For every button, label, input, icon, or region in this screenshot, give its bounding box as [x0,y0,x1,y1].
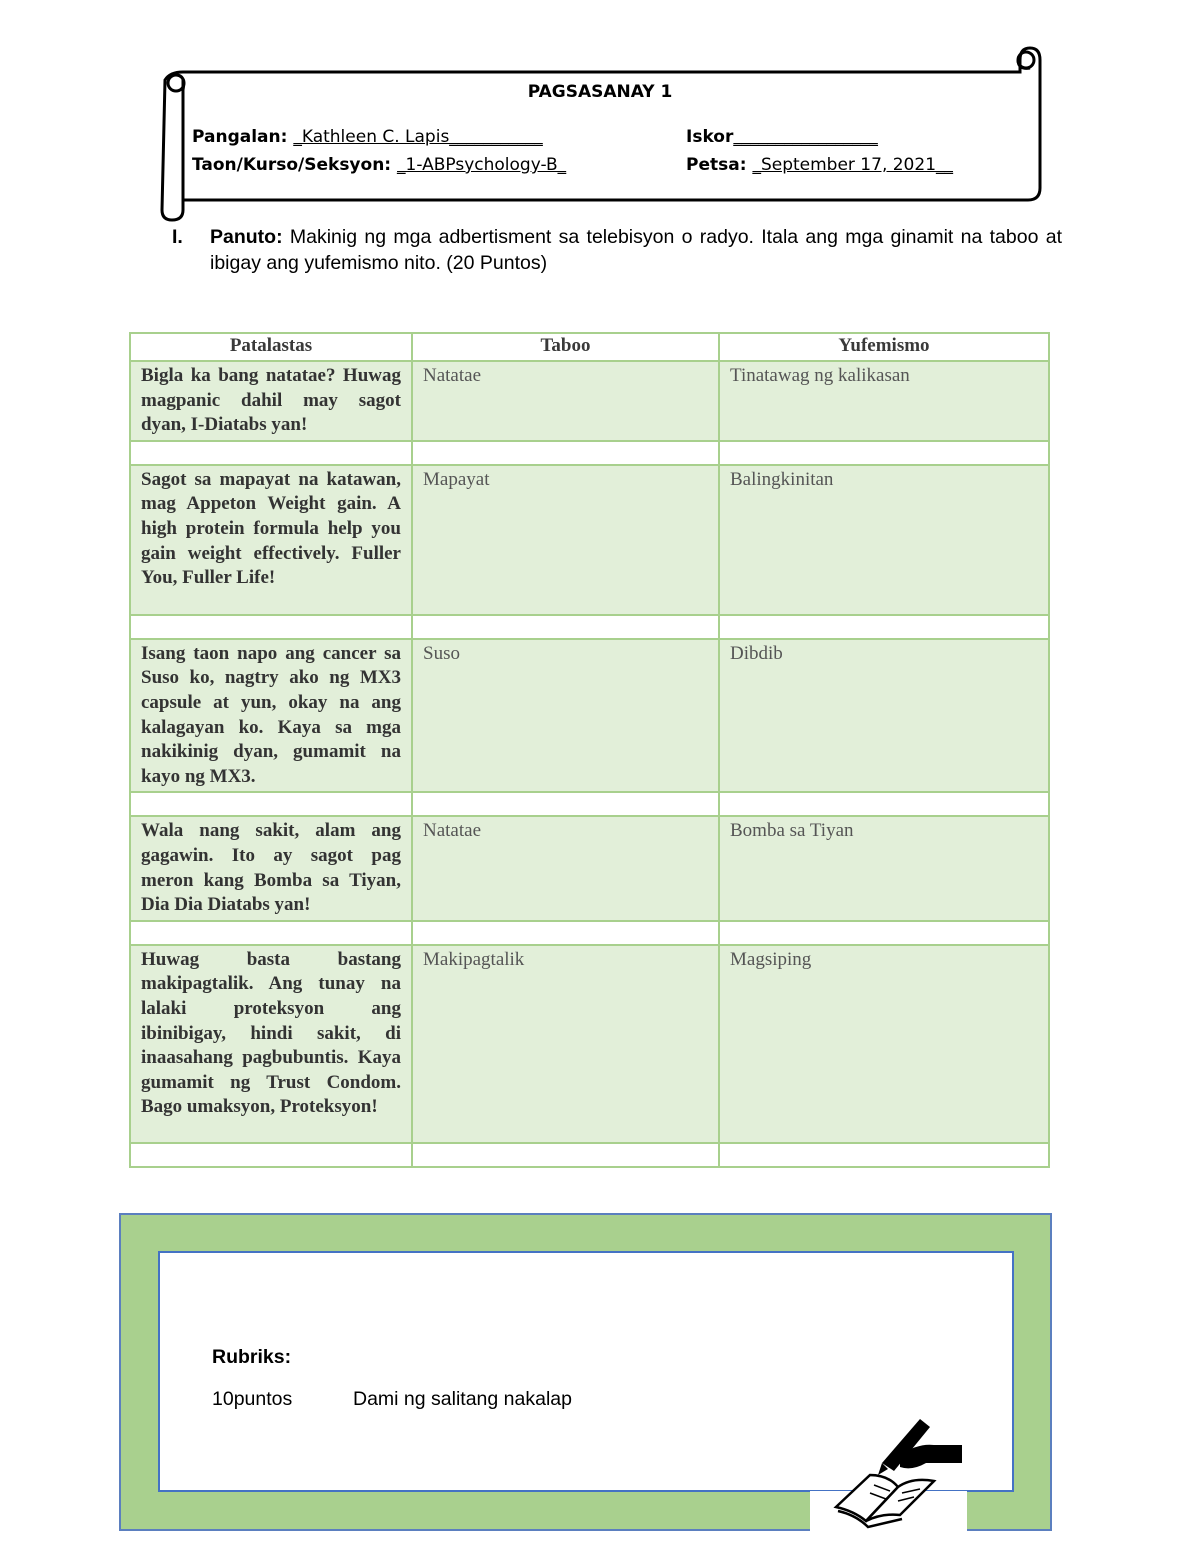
patalastas-cell: Isang taon napo ang cancer sa Suso ko, nagtry ako ng MX3 capsule at yun, okay na ang kalagayan ko. Kaya sa mga nakikinig dyan, gumamit na kayo ng MX3. [130,639,412,793]
column-header: Yufemismo [719,333,1049,361]
name-label: Pangalan: [192,127,288,147]
scroll-banner-icon [0,0,1200,230]
yufemismo-cell: Bomba sa Tiyan [719,816,1049,920]
spacer-row [130,441,1049,465]
table-row [130,639,1049,793]
course-value: _1-ABPsychology-B_ [397,155,567,175]
name-value: _Kathleen C. Lapis___________ [293,127,543,147]
instruction-label: Panuto: [210,226,283,248]
taboo-cell: Suso [412,639,719,793]
spacer-row [130,921,1049,945]
patalastas-cell: Huwag basta bastang makipagtalik. Ang tunay na lalaki proteksyon ang ibinibigay, hindi sakit, di inaasahang pagbubuntis. Kaya gumamit ng Trust Condom. Bago umaksyon, Proteksyon! [130,945,412,1143]
page-title: PAGSASANAY 1 [527,82,673,102]
taboo-cell: Natatae [412,816,719,920]
rubric-points: 10puntos [212,1388,293,1410]
patalastas-cell: Bigla ka bang natatae? Huwag magpanic dahil may sagot dyan, I-Diatabs yan! [130,361,412,441]
taboo-cell: Mapayat [412,465,719,615]
course-label: Taon/Kurso/Seksyon: [192,155,392,175]
instruction-number: I. [172,226,183,248]
date-value: _September 17, 2021__ [752,155,954,175]
yufemismo-cell: Balingkinitan [719,465,1049,615]
advertisement-table [129,332,1050,1168]
date-row [686,155,953,175]
spacer-row [130,1143,1049,1167]
taboo-cell: Makipagtalik [412,945,719,1143]
yufemismo-cell: Dibdib [719,639,1049,793]
score-value: _________________ [733,127,878,147]
course-row [192,155,566,175]
spacer-row [130,615,1049,639]
instruction-text: Makinig ng mga adbertisment sa telebisyon o radyo. Itala ang mga ginamit na taboo at ibigay ang yufemismo nito. (20 Puntos) [210,226,1062,274]
table-row [130,361,1049,441]
column-header: Taboo [412,333,719,361]
patalastas-cell: Sagot sa mapayat na katawan, mag Appeton Weight gain. A high protein formula help you gain weight effectively. Fuller You, Fuller Life! [130,465,412,615]
instruction [172,224,1062,276]
table-row [130,465,1049,615]
rubric-title: Rubriks: [212,1346,292,1368]
table-header-row [130,333,1049,361]
patalastas-cell: Wala nang sakit, alam ang gagawin. Ito ay sagot pag meron kang Bomba sa Tiyan, Dia Dia Diatabs yan! [130,816,412,920]
yufemismo-cell: Magsiping [719,945,1049,1143]
book-and-pen-icon [830,1415,970,1535]
column-header: Patalastas [130,333,412,361]
spacer-row [130,792,1049,816]
score-row [686,127,878,147]
name-row [192,127,543,147]
date-label: Petsa: [686,155,747,175]
rubric-description: Dami ng salitang nakalap [353,1388,572,1410]
score-label: Iskor [686,127,734,147]
table-row [130,816,1049,920]
yufemismo-cell: Tinatawag ng kalikasan [719,361,1049,441]
table-row [130,945,1049,1143]
taboo-cell: Natatae [412,361,719,441]
